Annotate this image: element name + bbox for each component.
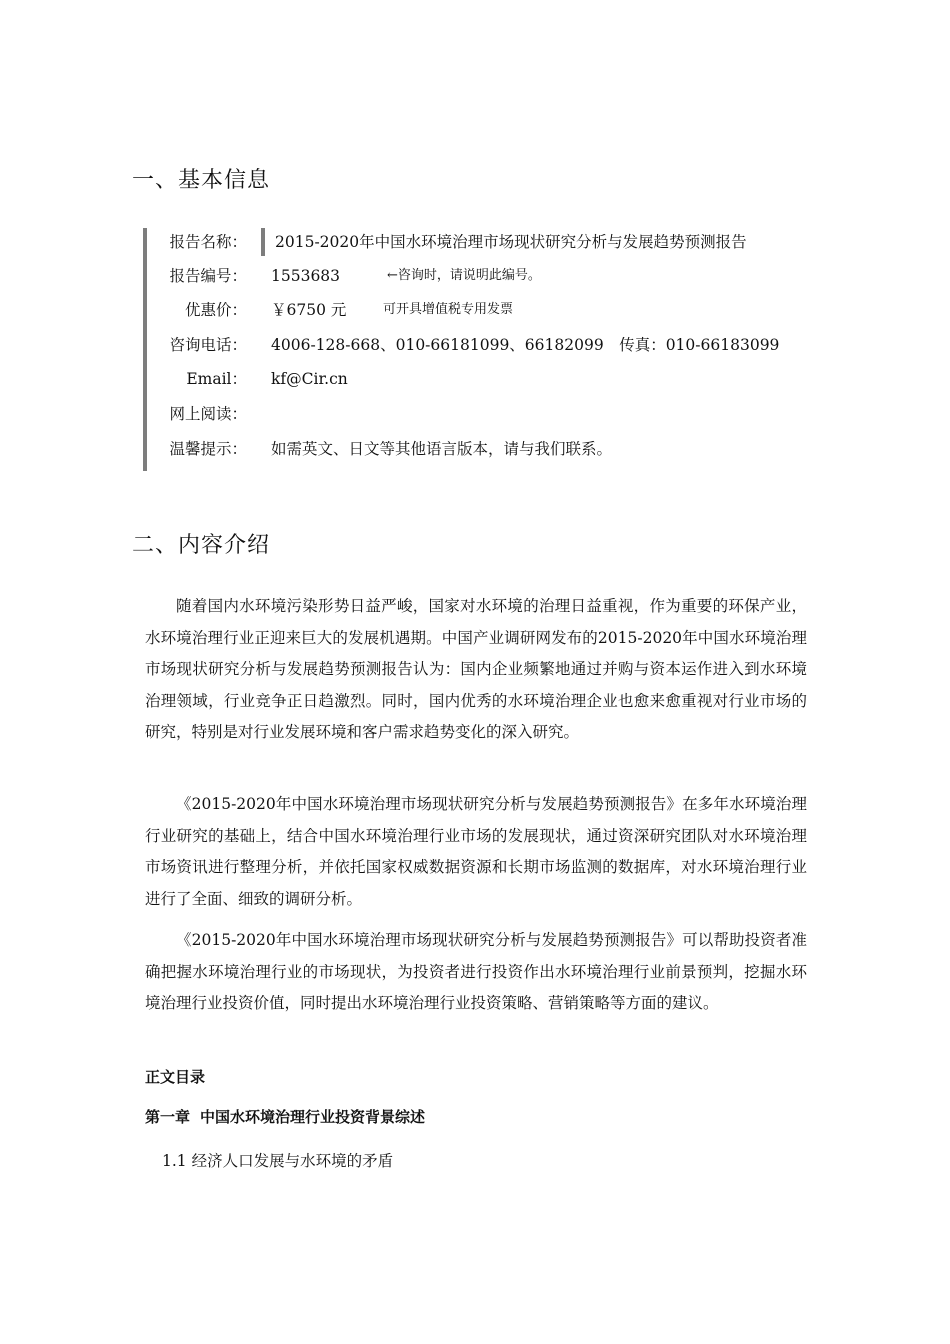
basic-info-block (143, 228, 847, 471)
tip-value: 如需英文、日文等其他语言版本，请与我们联系。 (271, 440, 613, 458)
intro-paragraph-1: 随着国内水环境污染形势日益严峻，国家对水环境的治理日益重视，作为重要的环保产业，水环境治理行业正迎来巨大的发展机遇期。中国产业调研网发布的2015-2020年中国水环境治理市场现状研究分析与发展趋势预测报告认为：国内企业频繁地通过并购与资本运作进入到水环境治理领域，行业竞争正日趋激烈。同时，国内优秀的水环境治理企业也愈来愈重视对行业市场的研究，特别是对行业发展环境和客户需求趋势变化的深入研究。 (145, 597, 807, 741)
phone-value: 4006-128-668、010-66181099、66182099 传真：010-66183099 (271, 336, 780, 354)
email-label: Email： (186, 370, 247, 388)
report-no-note: ←咨询时，请说明此编号。 (387, 268, 541, 283)
toc-chapter-1-number: 第一章 (145, 1108, 191, 1126)
price-value: ￥6750 元 (271, 301, 347, 319)
intro-paragraph-2: 《2015-2020年中国水环境治理市场现状研究分析与发展趋势预测报告》在多年水环境治理行业研究的基础上，结合中国水环境治理行业市场的发展现状，通过资深研究团队对水环境治理市场资讯进行整理分析，并依托国家权威数据资源和长期市场监测的数据库，对水环境治理行业进行了全面、细致的调研分析。 (145, 795, 807, 908)
price-note: 可开具增值税专用发票 (383, 302, 514, 317)
price-label: 优惠价： (184, 301, 247, 319)
toc-chapter-1[interactable] (145, 1106, 425, 1127)
phone-label: 咨询电话： (169, 336, 247, 354)
report-name-value: 2015-2020年中国水环境治理市场现状研究分析与发展趋势预测报告 (261, 228, 747, 256)
section-heading-intro: 二、内容介绍 (132, 533, 271, 558)
email-value[interactable]: kf@Cir.cn (271, 370, 348, 388)
intro-paragraph-3: 《2015-2020年中国水环境治理市场现状研究分析与发展趋势预测报告》可以帮助投资者准确把握水环境治理行业的市场现状，为投资者进行投资作出水环境治理行业前景预判，挖掘水环境治理行业投资价值，同时提出水环境治理行业投资策略、营销策略等方面的建议。 (145, 931, 807, 1012)
report-no-value: 1553683 (271, 267, 341, 285)
report-no-label: 报告编号： (169, 267, 247, 285)
toc-title: 正文目录 (145, 1068, 206, 1086)
report-name-label: 报告名称： (169, 233, 247, 251)
tip-label: 温馨提示： (169, 440, 247, 458)
toc-chapter-1-title: 中国水环境治理行业投资背景综述 (200, 1108, 426, 1126)
section-heading-basic-info: 一、基本信息 (132, 168, 271, 193)
online-label: 网上阅读： (169, 405, 247, 423)
toc-item-1-1[interactable]: 1.1 经济人口发展与水环境的矛盾 (162, 1152, 394, 1170)
